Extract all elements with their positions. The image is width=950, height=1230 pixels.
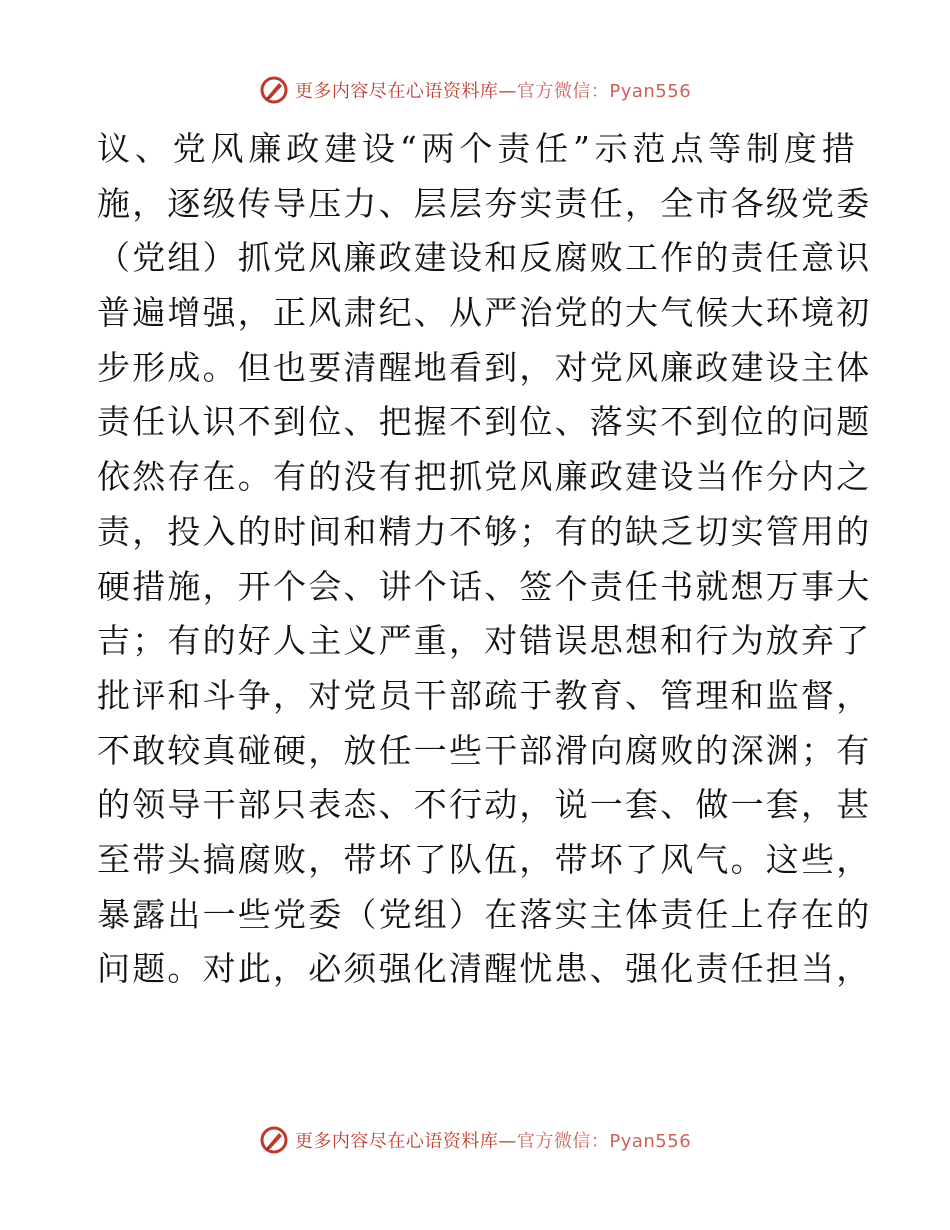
header-separator: — xyxy=(498,81,517,102)
body-line: 问题。对此，必须强化清醒忧患、强化责任担当， xyxy=(97,949,872,989)
body-line: 责任认识不到位、把握不到位、落实不到位的问题 xyxy=(97,402,872,442)
footer-wechat: 官方微信：Pyan556 xyxy=(516,1131,692,1152)
body-line: 批评和斗争，对党员干部疏于教育、管理和监督， xyxy=(97,675,872,715)
body-line: 责，投入的时间和精力不够；有的缺乏切实管用的 xyxy=(97,511,872,551)
footer-site-name: 更多内容尽在心语资料库 xyxy=(294,1131,499,1152)
body-line: 不敢较真碰硬，放任一些干部滑向腐败的深渊；有 xyxy=(97,730,872,770)
footer-text xyxy=(295,1127,691,1153)
body-line: 普遍增强，正风肃纪、从严治党的大气候大环境初 xyxy=(97,293,872,333)
footer-banner xyxy=(0,1120,950,1160)
body-line: 依然存在。有的没有把抓党风廉政建设当作分内之 xyxy=(97,457,872,497)
footer-separator: — xyxy=(498,1131,517,1152)
body-line: 议、党风廉政建设“两个责任”示范点等制度措 xyxy=(97,129,857,168)
body-line: 的领导干部只表态、不行动，说一套、做一套，甚 xyxy=(97,785,872,825)
body-line: 吉；有的好人主义严重，对错误思想和行为放弃了 xyxy=(97,621,872,661)
header-text xyxy=(295,77,691,103)
body-line: 施，逐级传导压力、层层夯实责任，全市各级党委 xyxy=(97,183,872,223)
document-body xyxy=(97,122,872,997)
header-banner xyxy=(0,70,950,110)
header-site-name: 更多内容尽在心语资料库 xyxy=(294,81,499,102)
pen-circle-icon xyxy=(259,75,289,105)
body-line: 至带头搞腐败，带坏了队伍，带坏了风气。这些， xyxy=(97,839,872,879)
header-wechat: 官方微信：Pyan556 xyxy=(516,81,692,102)
body-line: 暴露出一些党委（党组）在落实主体责任上存在的 xyxy=(97,894,872,934)
body-line: 硬措施，开个会、讲个话、签个责任书就想万事大 xyxy=(97,566,872,606)
body-line: 步形成。但也要清醒地看到，对党风廉政建设主体 xyxy=(97,347,872,387)
body-line: （党组）抓党风廉政建设和反腐败工作的责任意识 xyxy=(97,238,872,278)
pen-circle-icon xyxy=(259,1125,289,1155)
